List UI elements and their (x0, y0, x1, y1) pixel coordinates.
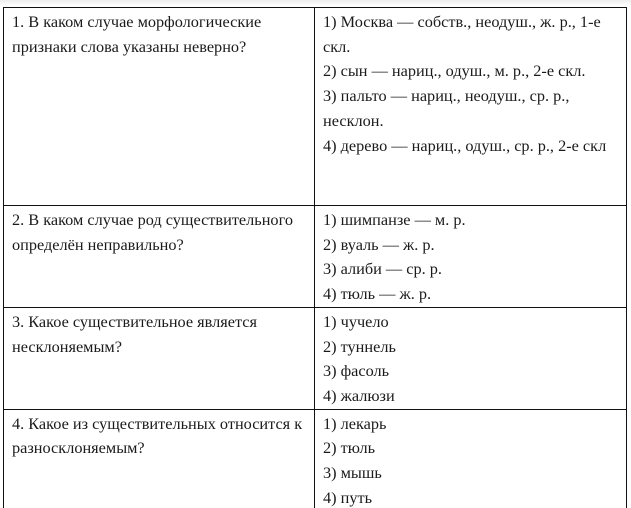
question-text: 1. В каком случае морфологические признаки слова указаны неверно? (12, 12, 262, 56)
options-cell (315, 409, 627, 508)
answer-option: 4) тюль — ж. р. (323, 284, 432, 304)
question-text: 2. В каком случае род существительного определён неправильно? (12, 210, 293, 254)
answer-option: 3) мышь (323, 463, 382, 483)
question-row (4, 307, 627, 409)
question-row (4, 206, 627, 308)
question-text: 3. Какое существительное является несклоняемым? (12, 311, 258, 356)
answer-option: 2) туннель (323, 336, 396, 356)
answer-option: 3) фасоль (323, 361, 390, 381)
answer-option: 4) дерево — нариц., одуш., ср. р., 2-е скл (323, 135, 607, 155)
answer-option: 1) Москва — собств., неодуш., ж. р., 1-е скл. (323, 12, 601, 56)
question-cell (4, 206, 315, 308)
answer-option: 3) алиби — ср. р. (323, 259, 442, 279)
answer-option: 1) шимпанзе — м. р. (323, 210, 466, 229)
answer-option: 2) вуаль — ж. р. (323, 234, 435, 254)
answer-option: 4) путь (323, 487, 373, 507)
answer-option: 2) сын — нариц., одуш., м. р., 2-е скл. (323, 61, 586, 81)
question-cell (4, 409, 315, 508)
options-cell (315, 307, 627, 409)
options-cell (315, 206, 627, 308)
question-row (4, 8, 627, 206)
question-cell (4, 8, 315, 206)
question-cell (4, 307, 315, 409)
answer-option: 1) лекарь (323, 413, 387, 433)
answer-option: 2) тюль (323, 438, 376, 458)
quiz-table (3, 7, 627, 508)
question-row (4, 409, 627, 508)
question-text: 4. Какое из существительных относится к разносклоняемым? (12, 413, 303, 458)
top-shade (0, 0, 631, 6)
answer-option: 1) чучело (323, 311, 389, 331)
options-cell (315, 8, 627, 206)
answer-option: 4) жалюзи (323, 385, 395, 405)
answer-option: 3) пальто — нариц., неодуш., ср. р., несклон. (323, 86, 570, 130)
